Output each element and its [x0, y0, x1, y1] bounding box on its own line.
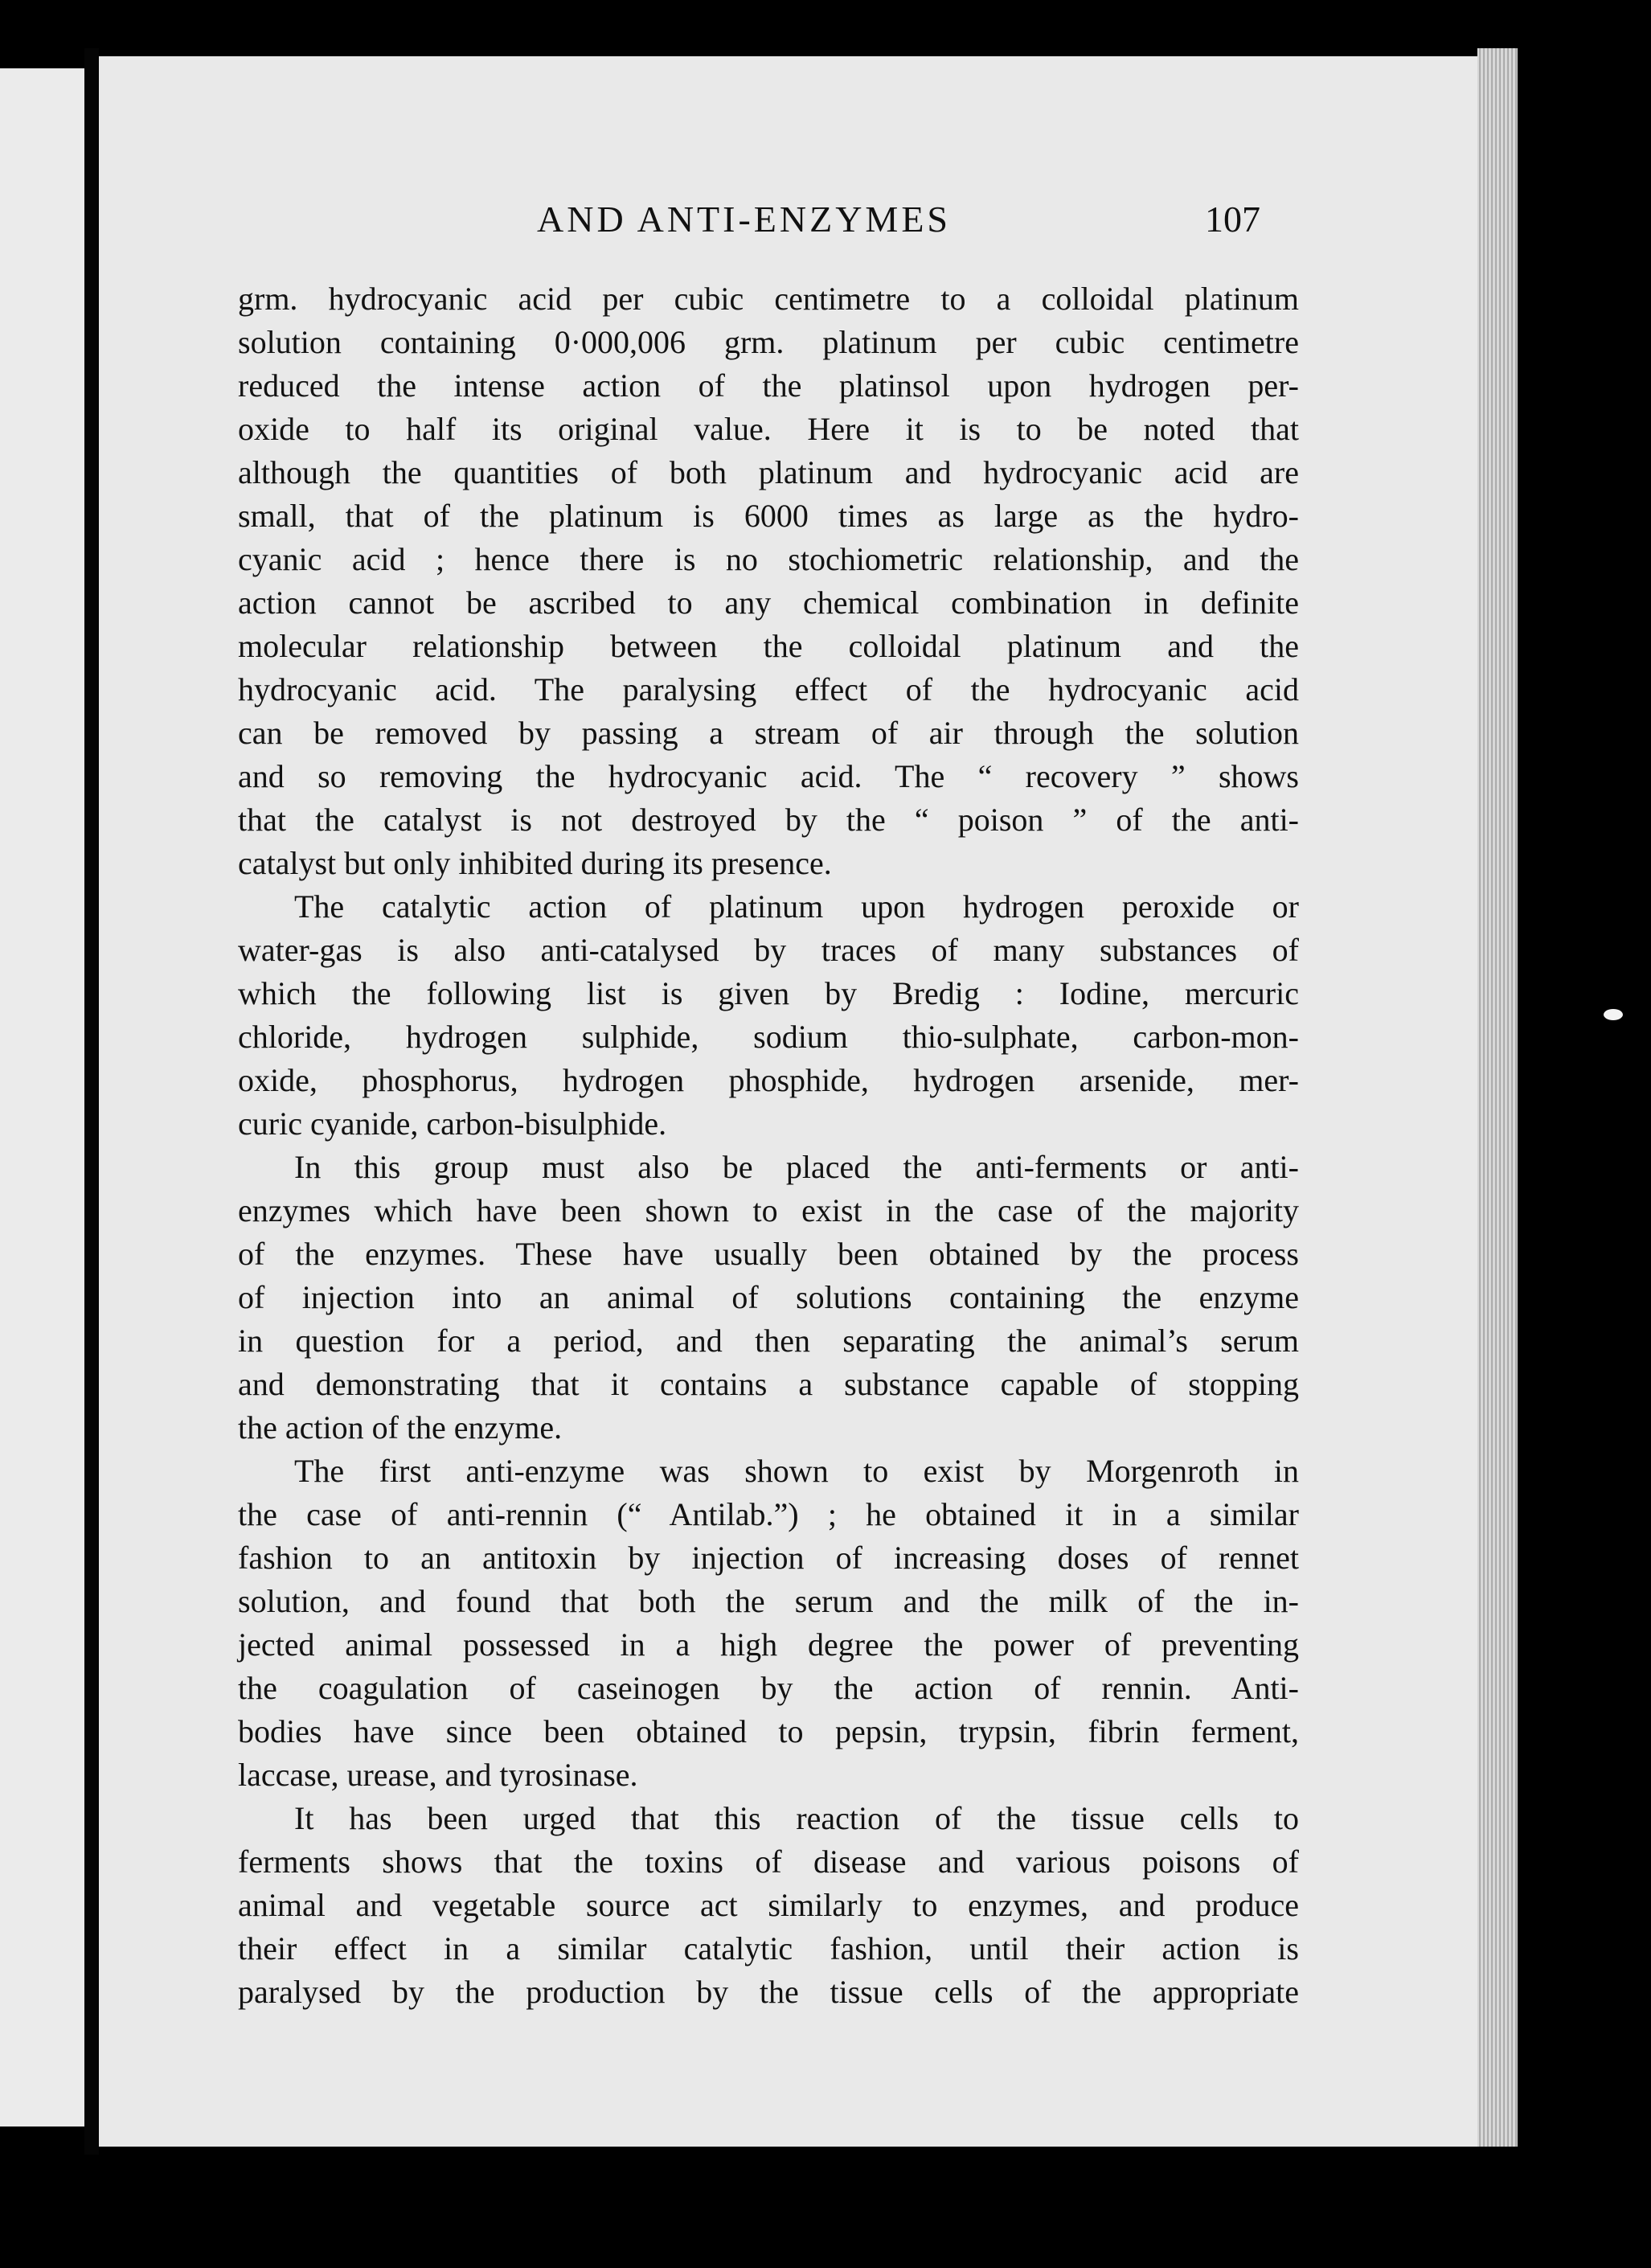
- text-line: that the catalyst is not destroyed by the “ poison ” of the anti-: [238, 802, 1299, 838]
- text-line: laccase, urease, and tyrosinase.: [238, 1757, 638, 1793]
- text-line: The first anti-enzyme was shown to exist by Morgenroth in: [294, 1453, 1299, 1489]
- scan-mark: [1604, 1009, 1623, 1020]
- text-line: the case of anti-rennin (“ Antilab.”) ; he obtained it in a similar: [238, 1496, 1299, 1532]
- text-line: ferments shows that the toxins of disease and various poisons of: [238, 1844, 1299, 1880]
- text-line: oxide to half its original value. Here it is to be noted that: [238, 411, 1299, 447]
- page-stack-edge: [1477, 48, 1518, 2147]
- running-head: AND ANTI-ENZYMES: [537, 199, 952, 240]
- text-line: the coagulation of caseinogen by the action of rennin. Anti-: [238, 1670, 1299, 1706]
- text-line: reduced the intense action of the platinsol upon hydrogen per-: [238, 367, 1299, 404]
- text-line: cyanic acid ; hence there is no stochiometric relationship, and the: [238, 541, 1299, 577]
- text-line: enzymes which have been shown to exist in the case of the majority: [238, 1192, 1299, 1228]
- text-line: hydrocyanic acid. The paralysing effect of the hydrocyanic acid: [238, 671, 1299, 707]
- text-line: the action of the enzyme.: [238, 1409, 563, 1446]
- text-line: which the following list is given by Bredig : Iodine, mercuric: [238, 975, 1299, 1011]
- text-line: bodies have since been obtained to pepsin, trypsin, fibrin ferment,: [238, 1713, 1299, 1749]
- text-line: It has been urged that this reaction of the tissue cells to: [294, 1800, 1299, 1836]
- text-line: grm. hydrocyanic acid per cubic centimetre to a colloidal platinum: [238, 281, 1299, 317]
- page-number: 107: [1205, 199, 1260, 240]
- text-line: in question for a period, and then separating the animal’s serum: [238, 1323, 1299, 1359]
- text-line: small, that of the platinum is 6000 times as large as the hydro-: [238, 498, 1299, 534]
- book-gutter: [84, 48, 99, 2155]
- text-line: action cannot be ascribed to any chemical combination in definite: [238, 584, 1299, 621]
- text-line: of the enzymes. These have usually been obtained by the process: [238, 1236, 1299, 1272]
- text-line: water-gas is also anti-catalysed by traces of many substances of: [238, 932, 1299, 968]
- text-line: of injection into an animal of solutions containing the enzyme: [238, 1279, 1299, 1315]
- text-line: although the quantities of both platinum and hydrocyanic acid are: [238, 454, 1299, 490]
- text-line: The catalytic action of platinum upon hydrogen peroxide or: [294, 888, 1299, 925]
- text-line: solution containing 0·000,006 grm. platinum per cubic centimetre: [238, 324, 1299, 360]
- body-text: [238, 277, 1299, 2014]
- text-line: curic cyanide, carbon-bisulphide.: [238, 1105, 667, 1142]
- text-line: In this group must also be placed the anti-ferments or anti-: [294, 1149, 1299, 1185]
- text-line: can be removed by passing a stream of air through the solution: [238, 715, 1299, 751]
- page-header: [537, 198, 1349, 254]
- text-line: catalyst but only inhibited during its presence.: [238, 845, 832, 881]
- facing-page-edge: [0, 68, 84, 2127]
- text-line: animal and vegetable source act similarly to enzymes, and produce: [238, 1887, 1299, 1923]
- text-line: and demonstrating that it contains a substance capable of stopping: [238, 1366, 1299, 1402]
- text-line: and so removing the hydrocyanic acid. The “ recovery ” shows: [238, 758, 1299, 794]
- text-line: solution, and found that both the serum and the milk of the in-: [238, 1583, 1299, 1619]
- text-line: oxide, phosphorus, hydrogen phosphide, hydrogen arsenide, mer-: [238, 1062, 1299, 1098]
- text-line: their effect in a similar catalytic fashion, until their action is: [238, 1930, 1299, 1967]
- text-line: paralysed by the production by the tissue cells of the appropriate: [238, 1974, 1299, 2010]
- text-line: jected animal possessed in a high degree the power of preventing: [238, 1626, 1299, 1663]
- text-line: chloride, hydrogen sulphide, sodium thio-sulphate, carbon-mon-: [238, 1019, 1299, 1055]
- text-line: fashion to an antitoxin by injection of increasing doses of rennet: [238, 1540, 1299, 1576]
- text-line: molecular relationship between the colloidal platinum and the: [238, 628, 1299, 664]
